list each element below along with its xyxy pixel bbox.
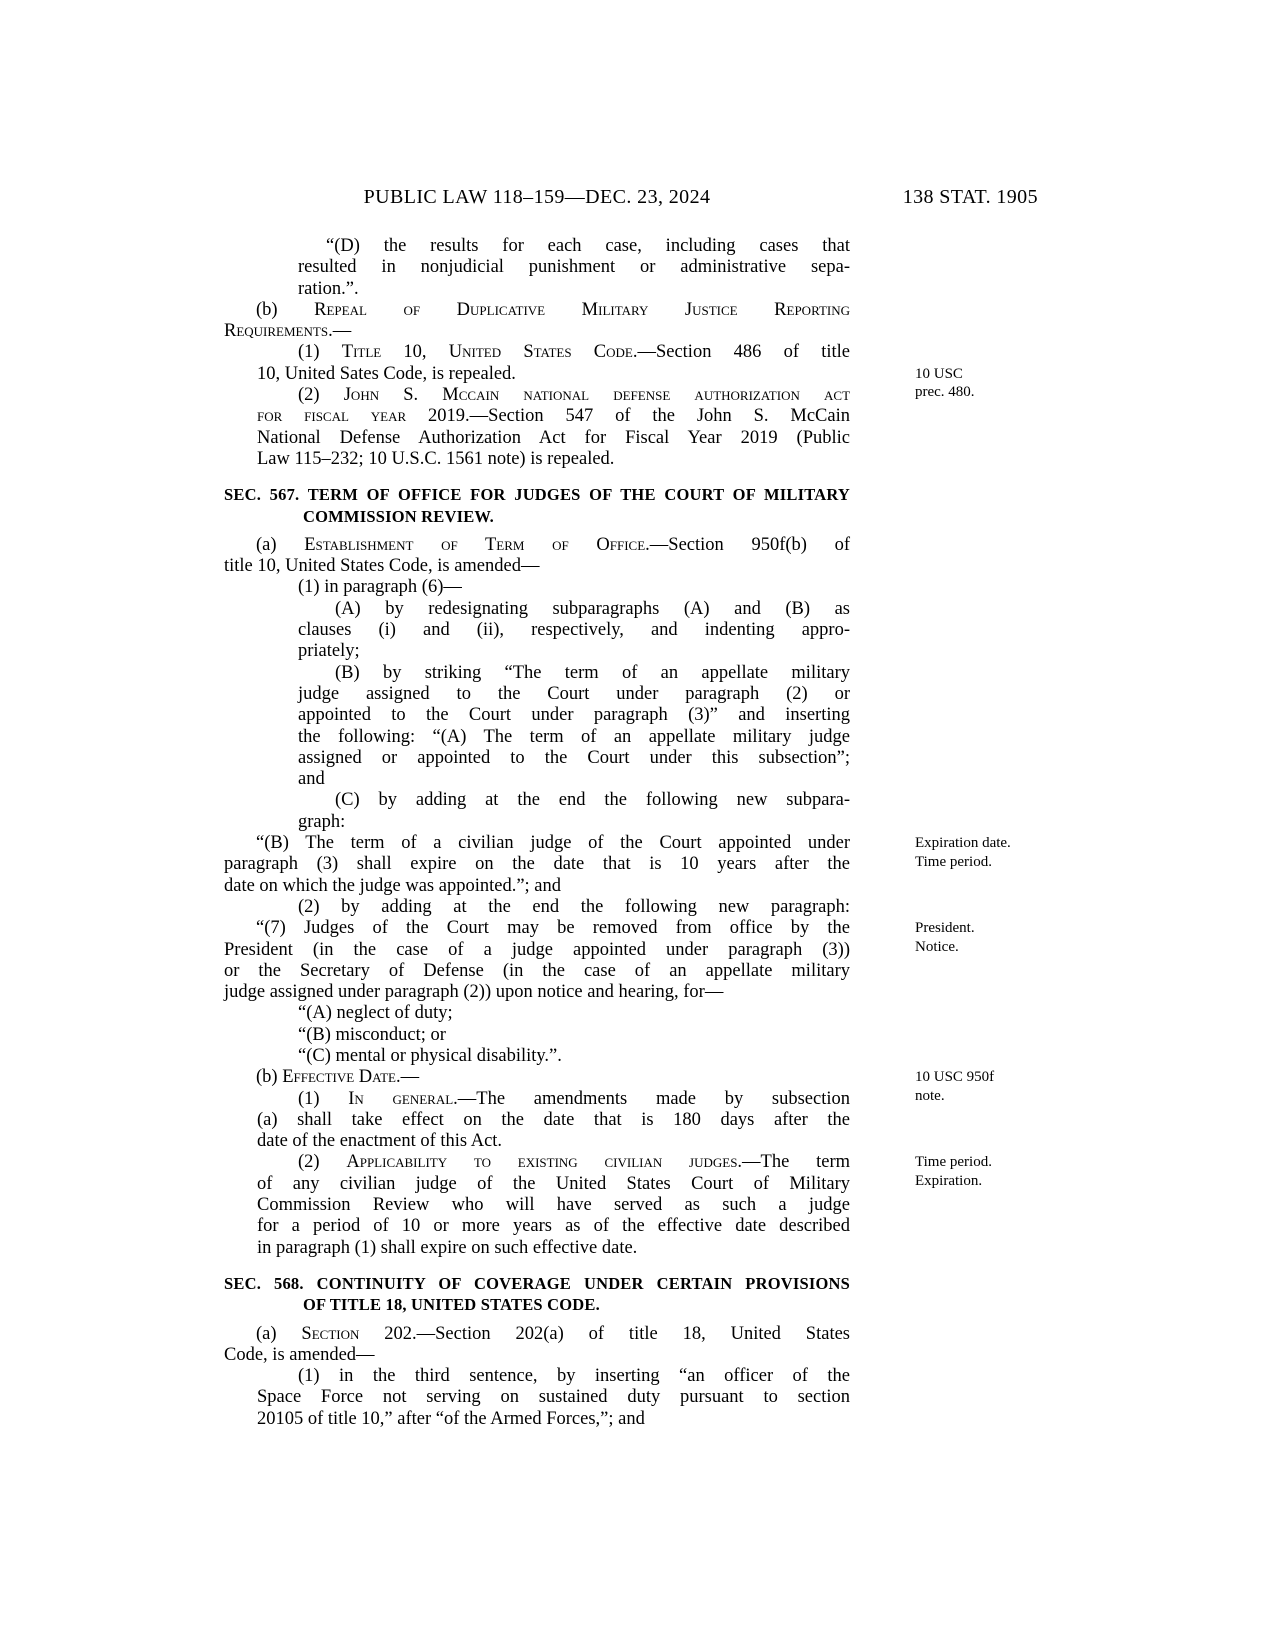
text-run: —The term [742,1152,850,1173]
text-run: judge assigned to the Court under paragraph (2) or [298,683,850,704]
paragraph [224,897,850,918]
margin-note [915,1068,1065,1105]
text-run: resulted in nonjudicial punishment or administrative sepa- [298,257,850,278]
text-line [224,833,850,854]
text-run: SEC. 567. TERM OF OFFICE FOR JUDGES OF THE COURT OF MILITARY [224,485,850,505]
text-run: title 10, United States Code, is amended— [224,556,540,577]
text-line [224,364,850,385]
paragraph [224,300,850,343]
small-caps-text: Applicability to existing civilian judges. [346,1152,743,1173]
text-line [224,1294,850,1315]
small-caps-text: Title 10, United States Code. [341,342,638,363]
text-line [224,321,850,342]
text-line [224,940,850,961]
margin-note-line: President. [915,920,975,937]
small-caps-text: Effective Date. [282,1067,401,1088]
paragraph [224,599,850,663]
text-run: (B) by striking “The term of an appellate military [335,662,850,683]
text-run: graph: [298,811,346,832]
text-run: judge assigned under paragraph (2)) upon notice and hearing, for— [224,982,724,1003]
text-line [224,1238,850,1259]
text-run: —The amendments made by subsection [457,1088,850,1109]
paragraph [224,1152,850,1258]
text-run: (1) in the third sentence, by inserting “an officer of the [298,1366,850,1387]
text-run: —Section 547 of the John S. McCain [469,406,850,427]
section-heading [224,484,850,527]
text-line [224,1216,850,1237]
text-line [224,1409,850,1430]
text-line [224,257,850,278]
text-line [224,1366,850,1387]
paragraph [224,833,850,897]
text-run: the following: “(A) The term of an appellate military judge [298,726,850,747]
text-run: Law 115–232; 10 U.S.C. 1561 note) is repealed. [257,448,615,469]
text-run: paragraph (3) shall expire on the date that is 10 years after the [224,854,850,875]
margin-note-line: prec. 480. [915,384,975,401]
text-run: —Section 950f(b) of [649,534,850,555]
small-caps-text: Establishment of Term of Office. [304,534,650,555]
text-line [224,1387,850,1408]
text-line [224,769,850,790]
text-line [224,556,850,577]
text-line [224,577,850,598]
text-run: (A) by redesignating subparagraphs (A) and (B) as [335,598,850,619]
text-run: — [400,1067,420,1088]
text-run: (a) shall take effect on the date that is 180 days after the [257,1109,850,1130]
text-line [224,449,850,470]
text-line [224,1174,850,1195]
paragraph [224,385,850,470]
text-line [224,1345,850,1366]
text-line [224,876,850,897]
text-line [224,620,850,641]
text-line [224,506,850,527]
text-line [224,1273,850,1294]
stat-page-number: 138 STAT. 1905 [902,186,1038,208]
margin-note-line: 10 USC [915,365,963,382]
small-caps-text: for fiscal year 2019. [257,406,470,427]
text-line [224,684,850,705]
paragraph [224,236,850,300]
text-line [224,236,850,257]
margin-note [915,1153,1065,1190]
text-line [224,812,850,833]
text-run: President (in the case of a judge appointed under paragraph (3)) [224,939,850,960]
text-line [224,406,850,427]
paragraph [224,342,850,385]
text-line [224,748,850,769]
text-run: of any civilian judge of the United States Court of Military [257,1173,850,1194]
text-run: “(D) the results for each case, including cases that [326,236,850,256]
text-line [224,535,850,556]
text-line [224,1067,850,1088]
small-caps-text: Repeal of Duplicative Military Justice Reporting [314,299,851,320]
text-run: (2) [298,1152,347,1173]
margin-note-line: Time period. [915,853,992,870]
paragraph [224,1046,850,1067]
text-line [224,897,850,918]
text-line [224,1152,850,1173]
margin-note [915,919,1065,956]
small-caps-text: Requirements [224,321,329,342]
text-run: Commission Review who will have served as such a judge [257,1195,850,1216]
text-run: —Section 486 of title [637,342,850,363]
paragraph [224,790,850,833]
paragraph [224,663,850,791]
text-run: (2) [298,385,344,406]
text-run: clauses (i) and (ii), respectively, and indenting appro- [298,620,850,641]
text-run: for a period of 10 or more years as of the effective date described [257,1216,850,1237]
text-line [224,790,850,811]
document-content [224,236,850,1430]
text-run: (a) [256,534,305,555]
text-line [224,663,850,684]
paragraph [224,1003,850,1024]
text-run: Code, is amended— [224,1344,375,1365]
text-line [224,1110,850,1131]
text-line [224,484,850,505]
margin-note-line: Notice. [915,938,959,955]
text-run: “(B) misconduct; or [298,1024,446,1045]
text-run: 20105 of title 10,” after “of the Armed Forces,”; and [257,1408,645,1429]
margin-note-line: 10 USC 950f [915,1069,995,1086]
text-line [224,1324,850,1345]
text-run: OF TITLE 18, UNITED STATES CODE. [303,1295,600,1315]
text-run: National Defense Authorization Act for Fiscal Year 2019 (Public [257,427,850,448]
text-run: (2) by adding at the end the following new paragraph: [298,896,850,917]
text-run: SEC. 568. CONTINUITY OF COVERAGE UNDER CERTAIN PROVISIONS [224,1273,850,1293]
text-line [224,961,850,982]
paragraph [224,1324,850,1367]
text-line [224,854,850,875]
margin-note-line: Expiration date. [915,835,1011,852]
small-caps-text: Section 202. [301,1323,417,1344]
paragraph [224,918,850,1003]
margin-note-line: note. [915,1087,945,1104]
text-line [224,918,850,939]
text-run: “(B) The term of a civilian judge of the Court appointed under [256,833,850,854]
text-line [224,1003,850,1024]
paragraph [224,1089,850,1153]
text-line [224,1131,850,1152]
text-run: priately; [298,641,360,662]
text-run: COMMISSION REVIEW. [303,506,494,526]
text-run: “(C) mental or physical disability.”. [298,1045,562,1066]
margin-note-line: Expiration. [915,1172,983,1189]
text-line [224,1046,850,1067]
text-run: date on which the judge was appointed.”; and [224,875,562,896]
text-line [224,279,850,300]
text-run: (1) [298,1088,349,1109]
margin-note-line: Time period. [915,1154,992,1171]
paragraph [224,1025,850,1046]
text-line [224,727,850,748]
paragraph [224,535,850,578]
text-line [224,982,850,1003]
text-line [224,300,850,321]
paragraph [224,1366,850,1430]
text-run: “(7) Judges of the Court may be removed from office by the [256,918,850,939]
text-run: ration.”. [298,278,359,299]
text-run: (b) [256,1067,283,1088]
text-run: and [298,769,325,790]
running-head-law: PUBLIC LAW 118–159—DEC. 23, 2024 [363,186,711,208]
text-run: (a) [256,1323,302,1344]
small-caps-text: John S. Mccain national defense authorization act [343,385,851,406]
text-run: 10, United Sates Code, is repealed. [257,363,516,384]
text-run: .— [328,321,352,342]
text-run: —Section 202(a) of title 18, United States [416,1323,850,1344]
text-line [224,1089,850,1110]
text-line [224,428,850,449]
text-run: appointed to the Court under paragraph (3)” and inserting [298,705,850,726]
text-run: date of the enactment of this Act. [257,1131,503,1152]
text-line [224,641,850,662]
text-run: (C) by adding at the end the following new subpara- [335,790,850,811]
paragraph [224,577,850,598]
text-run: (b) [256,299,315,320]
text-run: (1) [298,342,342,363]
small-caps-text: In general. [348,1088,458,1109]
text-line [224,1195,850,1216]
section-heading [224,1273,850,1316]
text-line [224,599,850,620]
text-line [224,1025,850,1046]
paragraph [224,1067,850,1088]
text-line [224,385,850,406]
text-run: (1) in paragraph (6)— [298,577,462,598]
text-run: assigned or appointed to the Court under this subsection”; [298,747,850,768]
margin-note [915,834,1065,871]
margin-note [915,365,1065,402]
text-line [224,705,850,726]
text-run: Space Force not serving on sustained duty pursuant to section [257,1387,850,1408]
text-line [224,342,850,363]
text-run: or the Secretary of Defense (in the case of an appellate military [224,960,850,981]
text-run: “(A) neglect of duty; [298,1003,453,1024]
text-run: in paragraph (1) shall expire on such effective date. [257,1237,638,1258]
